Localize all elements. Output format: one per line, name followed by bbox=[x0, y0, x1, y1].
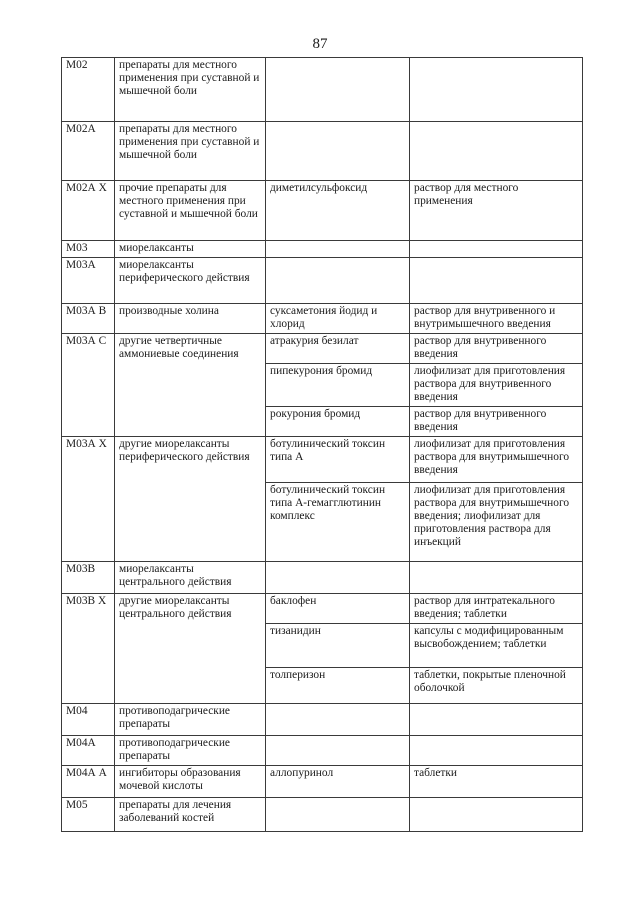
dosage-form-cell bbox=[410, 735, 583, 765]
drug-name-cell bbox=[266, 797, 410, 831]
dosage-form-cell: раствор для интратекального введения; таблетки bbox=[410, 593, 583, 623]
dosage-form-cell bbox=[410, 122, 583, 181]
pharmacological-group-cell: миорелаксанты центрального действия bbox=[115, 561, 266, 593]
dosage-form-cell bbox=[410, 58, 583, 122]
atc-code-cell: М03А В bbox=[62, 304, 115, 334]
dosage-form-cell: таблетки, покрытые пленочной оболочкой bbox=[410, 667, 583, 703]
drug-name-cell: суксаметония йодид и хлорид bbox=[266, 304, 410, 334]
drug-name-cell bbox=[266, 561, 410, 593]
table-row bbox=[62, 241, 583, 258]
table-row bbox=[62, 304, 583, 334]
dosage-form-cell: раствор для внутривенного и внутримышечного введения bbox=[410, 304, 583, 334]
atc-code-cell: М04 bbox=[62, 703, 115, 735]
atc-code-cell: М05 bbox=[62, 797, 115, 831]
atc-code-cell: М04А А bbox=[62, 765, 115, 797]
table-row bbox=[62, 735, 583, 765]
table-row bbox=[62, 797, 583, 831]
dosage-form-cell: лиофилизат для приготовления раствора для внутримышечного введения bbox=[410, 436, 583, 482]
pharmacological-group-cell: производные холина bbox=[115, 304, 266, 334]
pharmacological-group-cell: препараты для местного применения при суставной и мышечной боли bbox=[115, 58, 266, 122]
drug-name-cell: ботулинический токсин типа А bbox=[266, 436, 410, 482]
dosage-form-cell: лиофилизат для приготовления раствора для внутримышечного введения; лиофилизат для приготовления раствора для инъекций bbox=[410, 482, 583, 561]
drug-name-cell: баклофен bbox=[266, 593, 410, 623]
drug-table-body bbox=[62, 58, 583, 832]
table-row bbox=[62, 765, 583, 797]
atc-code-cell: М02 bbox=[62, 58, 115, 122]
dosage-form-cell: капсулы с модифицированным высвобождением; таблетки bbox=[410, 623, 583, 667]
pharmacological-group-cell: другие миорелаксанты центрального действия bbox=[115, 593, 266, 703]
dosage-form-cell: таблетки bbox=[410, 765, 583, 797]
pharmacological-group-cell: препараты для лечения заболеваний костей bbox=[115, 797, 266, 831]
table-row bbox=[62, 334, 583, 364]
dosage-form-cell: раствор для внутривенного введения bbox=[410, 334, 583, 364]
atc-code-cell: М04А bbox=[62, 735, 115, 765]
drug-name-cell: аллопуринол bbox=[266, 765, 410, 797]
drug-name-cell: диметилсульфоксид bbox=[266, 181, 410, 241]
dosage-form-cell: лиофилизат для приготовления раствора для внутривенного введения bbox=[410, 364, 583, 407]
table-row bbox=[62, 561, 583, 593]
table-row bbox=[62, 703, 583, 735]
drug-name-cell: тизанидин bbox=[266, 623, 410, 667]
pharmacological-group-cell: препараты для местного применения при суставной и мышечной боли bbox=[115, 122, 266, 181]
drug-name-cell: пипекурония бромид bbox=[266, 364, 410, 407]
table-row bbox=[62, 258, 583, 304]
table-row bbox=[62, 181, 583, 241]
drug-name-cell: ботулинический токсин типа А-гемагглютинин комплекс bbox=[266, 482, 410, 561]
pharmacological-group-cell: другие четвертичные аммониевые соединения bbox=[115, 334, 266, 437]
pharmacological-group-cell: ингибиторы образования мочевой кислоты bbox=[115, 765, 266, 797]
atc-code-cell: М02А Х bbox=[62, 181, 115, 241]
table-row bbox=[62, 58, 583, 122]
page-number: 87 bbox=[312, 36, 328, 52]
atc-code-cell: М03А С bbox=[62, 334, 115, 437]
drug-name-cell bbox=[266, 703, 410, 735]
drug-name-cell: рокурония бромид bbox=[266, 406, 410, 436]
pharmacological-group-cell: миорелаксанты периферического действия bbox=[115, 258, 266, 304]
pharmacological-group-cell: противоподагрические препараты bbox=[115, 735, 266, 765]
pharmacological-group-cell: противоподагрические препараты bbox=[115, 703, 266, 735]
drug-name-cell bbox=[266, 58, 410, 122]
dosage-form-cell: раствор для местного применения bbox=[410, 181, 583, 241]
dosage-form-cell bbox=[410, 797, 583, 831]
drug-name-cell: толперизон bbox=[266, 667, 410, 703]
pharmacological-group-cell: другие миорелаксанты периферического действия bbox=[115, 436, 266, 561]
drug-name-cell bbox=[266, 122, 410, 181]
atc-code-cell: М03А bbox=[62, 258, 115, 304]
atc-code-cell: М03В bbox=[62, 561, 115, 593]
atc-code-cell: М02А bbox=[62, 122, 115, 181]
dosage-form-cell: раствор для внутривенного введения bbox=[410, 406, 583, 436]
drug-table bbox=[61, 57, 583, 832]
pharmacological-group-cell: прочие препараты для местного применения при суставной и мышечной боли bbox=[115, 181, 266, 241]
drug-name-cell bbox=[266, 735, 410, 765]
table-row bbox=[62, 436, 583, 482]
table-row bbox=[62, 122, 583, 181]
drug-name-cell bbox=[266, 258, 410, 304]
dosage-form-cell bbox=[410, 703, 583, 735]
atc-code-cell: М03В Х bbox=[62, 593, 115, 703]
drug-name-cell: атракурия безилат bbox=[266, 334, 410, 364]
pharmacological-group-cell: миорелаксанты bbox=[115, 241, 266, 258]
atc-code-cell: М03А Х bbox=[62, 436, 115, 561]
drug-name-cell bbox=[266, 241, 410, 258]
dosage-form-cell bbox=[410, 258, 583, 304]
table-row bbox=[62, 593, 583, 623]
dosage-form-cell bbox=[410, 241, 583, 258]
dosage-form-cell bbox=[410, 561, 583, 593]
atc-code-cell: М03 bbox=[62, 241, 115, 258]
